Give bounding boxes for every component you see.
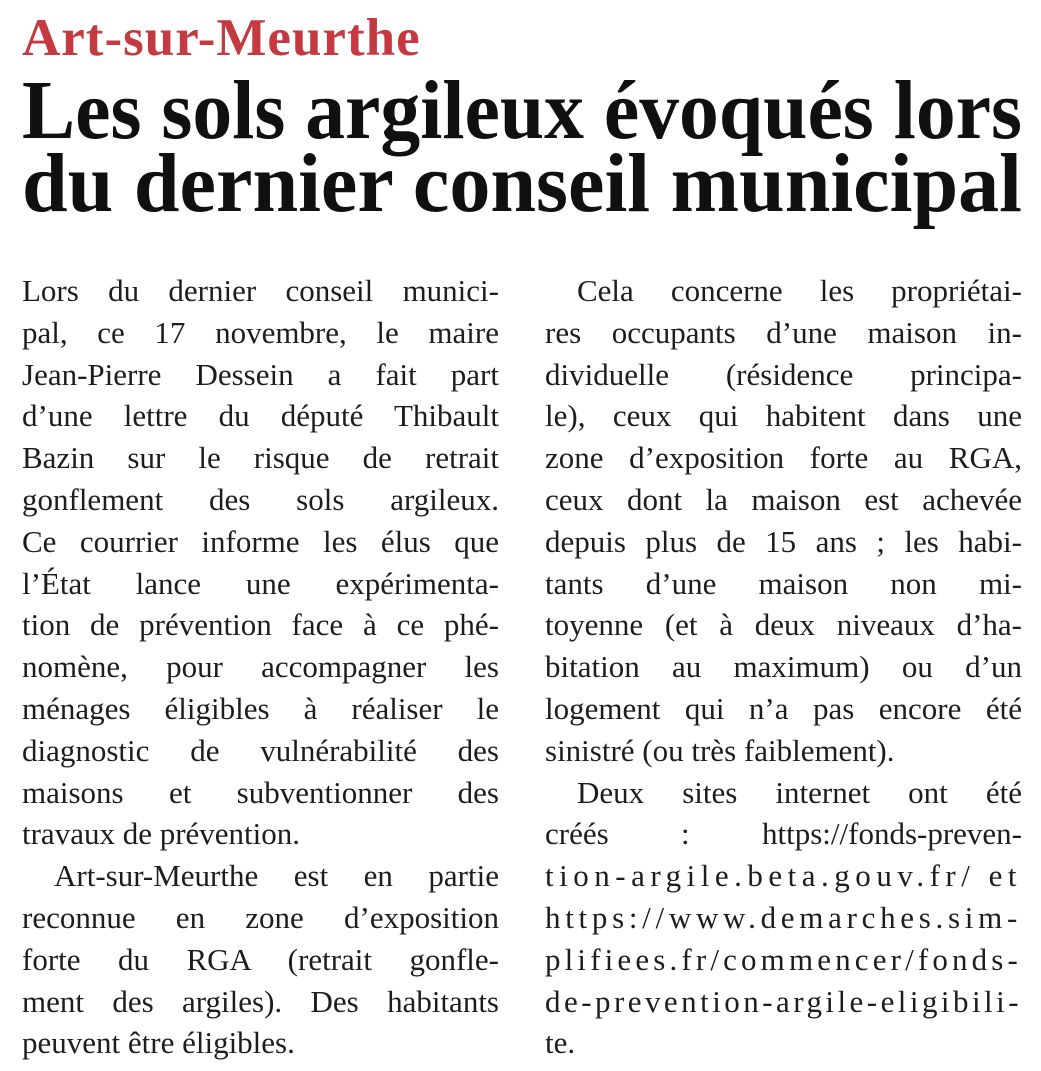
body-line: diagnostic de vulnérabilité des bbox=[22, 732, 499, 768]
body-line: Cela concerne les propriétai- bbox=[577, 273, 1022, 308]
headline-line-2: du dernier conseil municipal bbox=[22, 137, 1022, 230]
body-line: le), ceux qui habitent dans une bbox=[545, 398, 1022, 434]
body-line: Jean-Pierre Dessein a fait part bbox=[22, 356, 499, 392]
column-right bbox=[545, 270, 1022, 1064]
body-line: nomène, pour accompagner les bbox=[22, 649, 499, 685]
body-line: reconnue en zone d’exposition bbox=[22, 899, 499, 935]
body-line: plifiees.fr/commencer/fonds- bbox=[545, 941, 1022, 977]
paragraph bbox=[22, 855, 499, 1064]
body-line: ménages éligibles à réaliser le bbox=[22, 690, 499, 726]
section-kicker: Art-sur-Meurthe bbox=[22, 9, 421, 67]
body-line: créés : https://fonds-preven- bbox=[545, 816, 1022, 852]
article-headline bbox=[22, 64, 1022, 230]
body-line: Lors du dernier conseil munici- bbox=[22, 273, 499, 308]
body-line: sinistré (ou très faiblement). bbox=[545, 732, 895, 768]
body-line: https://www.demarches.sim- bbox=[545, 899, 1022, 935]
body-line: travaux de prévention. bbox=[22, 816, 301, 852]
body-line: d’une lettre du député Thibault bbox=[22, 398, 499, 434]
body-line: tion-argile.beta.gouv.fr/ et bbox=[545, 858, 1022, 894]
body-line: maisons et subventionner des bbox=[22, 774, 499, 810]
body-line: toyenne (et à deux niveaux d’ha- bbox=[545, 607, 1022, 643]
body-line: tants d’une maison non mi- bbox=[545, 565, 1022, 601]
body-line: ceux dont la maison est achevée bbox=[545, 481, 1022, 517]
body-line: Bazin sur le risque de retrait bbox=[22, 440, 499, 476]
body-line: tion de prévention face à ce phé- bbox=[22, 607, 499, 643]
body-line: bitation au maximum) ou d’un bbox=[545, 649, 1022, 685]
headline-line-1: Les sols argileux évoqués lors bbox=[22, 64, 1022, 157]
body-line: res occupants d’une maison in- bbox=[545, 314, 1022, 350]
article-body bbox=[22, 270, 1022, 1064]
paragraph bbox=[545, 772, 1022, 1065]
body-line: peuvent être éligibles. bbox=[22, 1025, 295, 1061]
body-line: de-prevention-argile-eligibili- bbox=[545, 983, 1022, 1019]
body-line: dividuelle (résidence principa- bbox=[545, 356, 1022, 392]
body-line: logement qui n’a pas encore été bbox=[545, 690, 1022, 726]
column-left bbox=[22, 270, 499, 1064]
body-line: Deux sites internet ont été bbox=[577, 774, 1022, 810]
paragraph bbox=[22, 270, 499, 855]
body-line: Art-sur-Meurthe est en partie bbox=[54, 858, 499, 894]
body-line: zone d’exposition forte au RGA, bbox=[545, 440, 1022, 476]
body-line: pal, ce 17 novembre, le maire bbox=[22, 314, 499, 350]
body-line: gonflement des sols argileux. bbox=[22, 481, 499, 517]
body-line: l’État lance une expérimenta- bbox=[22, 565, 499, 601]
body-line: depuis plus de 15 ans ; les habi- bbox=[545, 523, 1022, 559]
body-line: te. bbox=[545, 1025, 576, 1061]
body-line: Ce courrier informe les élus que bbox=[22, 523, 499, 559]
body-line: forte du RGA (retrait gonfle- bbox=[22, 941, 499, 977]
paragraph bbox=[545, 270, 1022, 772]
body-line: ment des argiles). Des habitants bbox=[22, 983, 499, 1019]
